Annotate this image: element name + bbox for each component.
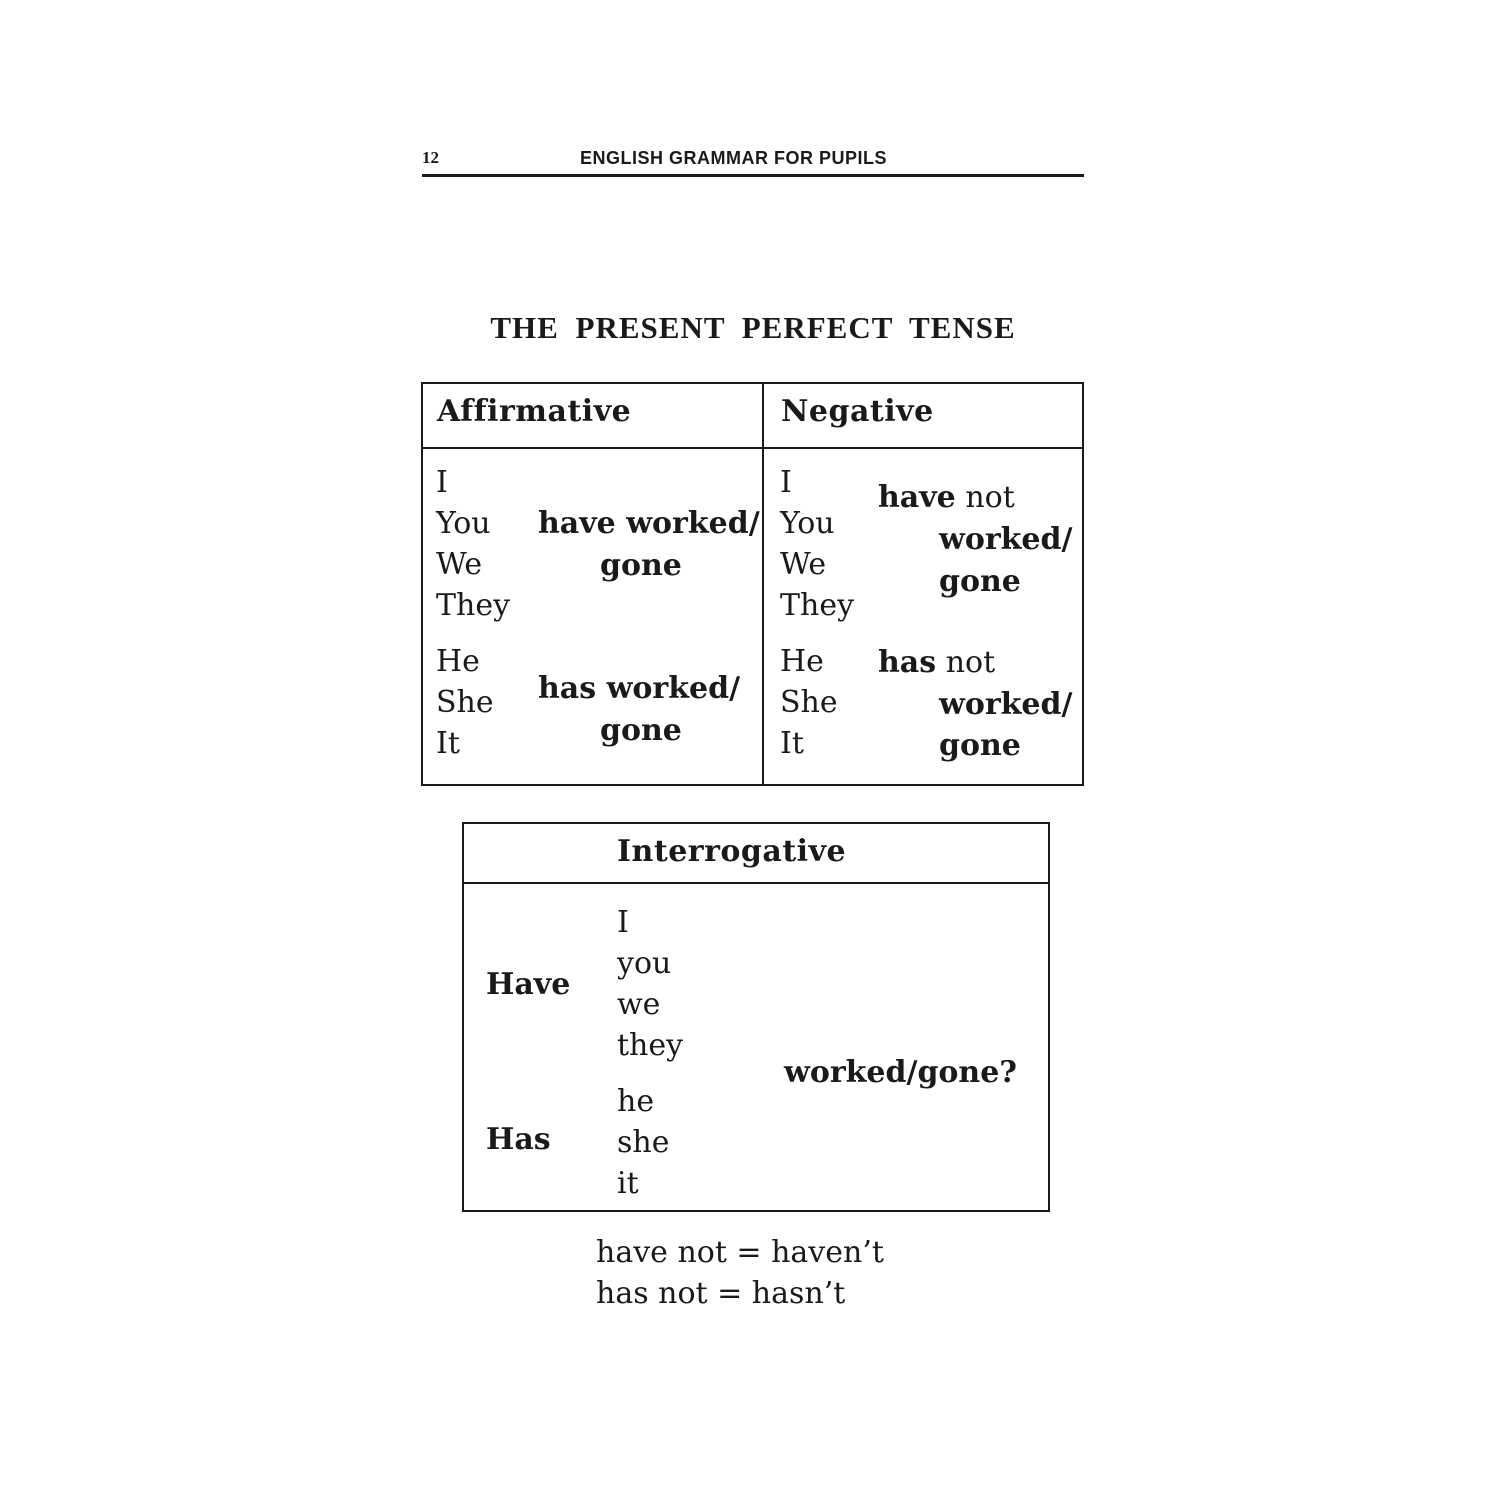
pronoun: they [617, 1028, 684, 1063]
interrogative-aux-has: Has [486, 1122, 551, 1157]
pronoun: I [436, 465, 448, 500]
contraction-have-not: have not = haven’t [596, 1235, 884, 1270]
pronoun: we [617, 987, 661, 1022]
pronoun: he [617, 1084, 655, 1119]
negative-verb-worked: worked/ [939, 687, 1073, 722]
section-title: THE PRESENT PERFECT TENSE [490, 310, 1016, 345]
interrogative-aux-have: Have [486, 967, 571, 1002]
running-head [422, 146, 1084, 177]
negative-pronouns-singular [780, 641, 838, 764]
interrogative-header: Interrogative [617, 834, 847, 869]
negative-aux-has: has [878, 645, 937, 680]
contraction-has-not: has not = hasn’t [596, 1276, 846, 1311]
table-column-divider [762, 382, 764, 786]
pronoun: It [780, 726, 804, 761]
table-header-divider [421, 447, 1084, 449]
pronoun: He [780, 644, 824, 679]
table-header-divider [462, 882, 1050, 884]
pronoun: I [617, 905, 629, 940]
negative-has-not [878, 642, 995, 683]
pronoun: You [780, 506, 835, 541]
book-title: ENGLISH GRAMMAR FOR PUPILS [580, 148, 888, 168]
pronoun: We [436, 547, 483, 582]
negative-not: not [945, 645, 996, 680]
pronoun: She [436, 685, 494, 720]
negative-verb-worked: worked/ [939, 522, 1073, 557]
pronoun: she [617, 1125, 670, 1160]
negative-verb-gone: gone [939, 564, 1021, 599]
pronoun: you [617, 946, 672, 981]
affirmative-pronouns-singular [436, 641, 494, 764]
affirmative-verb-have: have worked/ [538, 506, 760, 541]
pronoun: She [780, 685, 838, 720]
pronoun: He [436, 644, 480, 679]
interrogative-verb: worked/gone? [784, 1055, 1017, 1090]
affirmative-header: Affirmative [437, 394, 632, 429]
pronoun: They [436, 588, 511, 623]
pronoun: I [780, 465, 792, 500]
pronoun: You [436, 506, 491, 541]
negative-pronouns-plural [780, 462, 854, 626]
affirmative-pronouns-plural [436, 462, 510, 626]
negative-aux-have: have [878, 480, 956, 515]
page-number: 12 [422, 148, 439, 167]
negative-header: Negative [781, 394, 934, 429]
interrogative-pronouns-singular [617, 1081, 669, 1204]
pronoun: It [436, 726, 460, 761]
negative-have-not [878, 477, 1015, 518]
interrogative-pronouns-plural [617, 902, 683, 1066]
pronoun: They [780, 588, 855, 623]
affirmative-verb-has-gone: gone [600, 713, 682, 748]
affirmative-verb-has: has worked/ [538, 671, 741, 706]
pronoun: it [617, 1166, 639, 1201]
affirmative-verb-have-gone: gone [600, 548, 682, 583]
pronoun: We [780, 547, 827, 582]
negative-verb-gone: gone [939, 728, 1021, 763]
negative-not: not [965, 480, 1015, 515]
contraction-notes [596, 1232, 884, 1314]
